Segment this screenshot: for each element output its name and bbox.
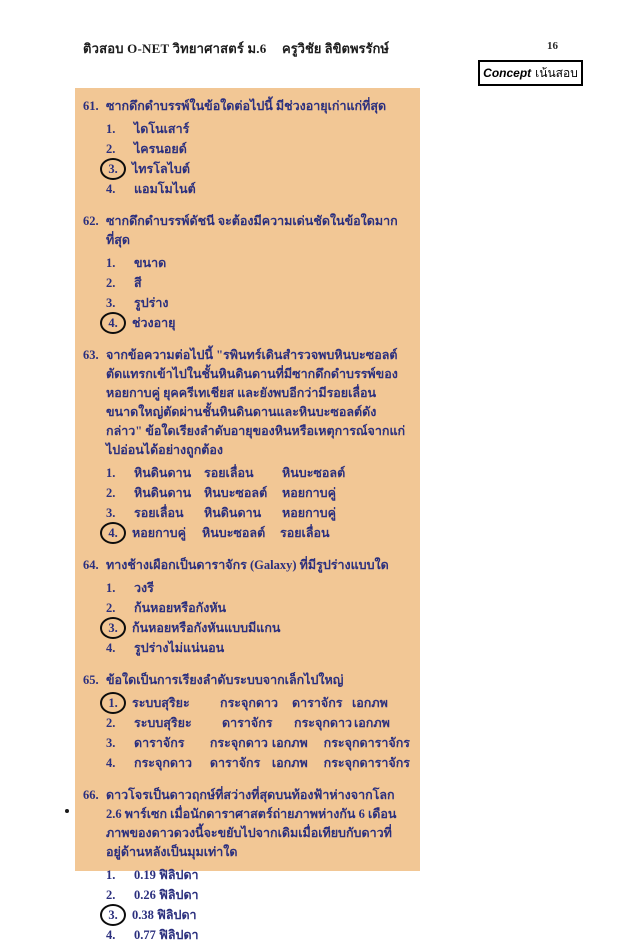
- options-list: [106, 119, 410, 199]
- circled-answer-number: 3.: [100, 904, 126, 926]
- circled-answer-number: 3.: [100, 158, 126, 180]
- option-row: [106, 598, 410, 618]
- header-teacher-name: ครูวิชัย ลิขิตพรรักษ์: [282, 41, 389, 56]
- question-head: [83, 97, 410, 116]
- option-number: 4.: [106, 927, 116, 942]
- option-number: 1.: [106, 465, 116, 480]
- question-item: [83, 346, 410, 543]
- option-row: [106, 139, 410, 159]
- option-number: 3.: [106, 735, 116, 750]
- circled-answer-number: 3.: [100, 617, 126, 639]
- question-item: [83, 671, 410, 773]
- option-text-cell: หินบะซอลต์: [282, 466, 346, 480]
- stray-ink-dot: [65, 809, 69, 813]
- options-list: [106, 693, 410, 773]
- question-number: 61.: [83, 99, 99, 113]
- option-row: [106, 313, 410, 333]
- option-text-cell: กระจุกดาราจักร: [323, 736, 410, 750]
- option-row: [106, 253, 410, 273]
- option-text-cell: 0.19 ฟิลิปดา: [134, 868, 199, 882]
- option-text-cell: รูปร่าง: [134, 296, 169, 310]
- question-text: ดาวโจรเป็นดาวฤกษ์ที่สว่างที่สุดบนท้องฟ้าห่างจากโลก 2.6 พาร์เซก เมื่อนักดาราศาสตร์ถ่ายภาพห่างกัน 6 เดือน ภาพของดาวดวงนี้จะขยับไปจากเดิมเมื่อเทียบกับดาวที่อยู่ด้านหลังเป็นมุมเท่าใด: [106, 788, 397, 859]
- option-text-cell: ไทรโลไบต์: [132, 162, 190, 176]
- option-text-cell: ไครนอยด์: [134, 142, 187, 156]
- question-number: 62.: [83, 214, 99, 228]
- option-row: [106, 159, 410, 179]
- option-number: 1.: [106, 255, 116, 270]
- option-row: [106, 273, 410, 293]
- options-list: [106, 253, 410, 333]
- option-text-cell: ดาราจักร: [134, 736, 185, 750]
- option-text-cell: เอกภพ: [354, 716, 390, 730]
- option-text-cell: กระจุกดาว: [220, 696, 279, 710]
- option-text-cell: ดาราจักร: [209, 756, 261, 770]
- option-text-cell: หอยกาบคู่: [282, 506, 336, 520]
- option-number: 1.: [106, 580, 116, 595]
- option-number: 3.: [106, 295, 116, 310]
- option-row: [106, 905, 410, 925]
- circled-answer-number: 1.: [100, 692, 126, 714]
- question-item: [83, 556, 410, 658]
- circled-answer-number: 4.: [100, 312, 126, 334]
- option-text-cell: 0.26 ฟิลิปดา: [134, 888, 199, 902]
- options-list: [106, 578, 410, 658]
- question-number: 64.: [83, 558, 99, 572]
- option-text-cell: รอยเลื่อน: [204, 466, 254, 480]
- question-head: [83, 786, 410, 862]
- option-row: [106, 119, 410, 139]
- option-text-cell: หอยกาบคู่: [132, 526, 186, 540]
- question-text: ซากดึกดำบรรพ์ดัชนี จะต้องมีความเด่นชัดในข้อใดมากที่สุด: [106, 214, 398, 247]
- option-text-cell: รอยเลื่อน: [280, 526, 330, 540]
- option-text-cell: ก้นหอยหรือกังหัน: [134, 601, 227, 615]
- scanned-exam-sheet: [75, 88, 420, 942]
- question-head: [83, 212, 410, 250]
- option-number: 1.: [106, 867, 116, 882]
- option-row: [106, 618, 410, 638]
- question-item: [83, 786, 410, 945]
- option-text-cell: หินดินดาน: [204, 506, 262, 520]
- option-text-cell: เอกภพ: [271, 756, 308, 770]
- option-text-cell: หินบะซอลต์: [202, 526, 266, 540]
- option-number: 4.: [106, 181, 116, 196]
- option-row: [106, 713, 410, 733]
- option-text-cell: กระจุกดาราจักร: [323, 756, 410, 770]
- option-row: [106, 523, 410, 543]
- option-text-cell: วงรี: [134, 581, 154, 595]
- option-row: [106, 693, 410, 713]
- question-item: [83, 212, 410, 333]
- concept-badge: [478, 60, 583, 86]
- option-text-cell: ดาราจักร: [292, 696, 343, 710]
- option-text-cell: 0.77 ฟิลิปดา: [134, 928, 199, 942]
- questions: [83, 97, 410, 945]
- circled-answer-number: 4.: [100, 522, 126, 544]
- question-head: [83, 556, 410, 575]
- question-number: 65.: [83, 673, 99, 687]
- option-row: [106, 293, 410, 313]
- question-number: 66.: [83, 788, 99, 802]
- option-row: [106, 503, 410, 523]
- option-text-cell: หินบะซอลต์: [204, 486, 268, 500]
- option-text-cell: เอกภพ: [271, 736, 308, 750]
- option-text-cell: แอมโมไนต์: [134, 182, 196, 196]
- header-course-title: ติวสอบ O-NET วิทยาศาสตร์ ม.6: [83, 41, 267, 56]
- option-number: 2.: [106, 715, 116, 730]
- option-number: 2.: [106, 887, 116, 902]
- option-number: 2.: [106, 275, 116, 290]
- option-number: 2.: [106, 141, 116, 156]
- option-number: 3.: [106, 505, 116, 520]
- option-row: [106, 865, 410, 885]
- option-text-cell: รอยเลื่อน: [134, 506, 184, 520]
- option-text-cell: เอกภพ: [352, 696, 388, 710]
- question-head: [83, 671, 410, 690]
- question-text: ข้อใดเป็นการเรียงลำดับระบบจากเล็กไปใหญ่: [106, 673, 344, 687]
- concept-badge-label-th: เน้นสอบ: [535, 65, 578, 80]
- question-text: ทางช้างเผือกเป็นดาราจักร (Galaxy) ที่มีรูปร่างแบบใด: [106, 558, 389, 572]
- option-text-cell: กระจุกดาว: [209, 736, 268, 750]
- option-number: 4.: [106, 640, 116, 655]
- option-text-cell: หินดินดาน: [134, 486, 192, 500]
- question-number: 63.: [83, 348, 99, 362]
- option-row: [106, 463, 410, 483]
- option-row: [106, 638, 410, 658]
- question-text: จากข้อความต่อไปนี้ "รพินทร์เดินสำรวจพบหินบะซอลต์ตัดแทรกเข้าไปในชั้นหินดินดานที่มีซากดึกดำบรรพ์ของหอยกาบคู่ ยุคครีเทเชียส และยังพบอีกว่ามีรอยเลื่อนขนาดใหญ่ตัดผ่านชั้นหินดินดานและหินบะซอลต์ดังกล่าว" ข้อใดเรียงลำดับอายุของหินหรือเหตุการณ์จากแก่ไปอ่อนได้อย่างถูกต้อง: [106, 348, 406, 457]
- option-number: 1.: [106, 121, 116, 136]
- option-text-cell: ดาราจักร: [222, 716, 273, 730]
- option-row: [106, 483, 410, 503]
- option-text-cell: สี: [134, 276, 142, 290]
- question-head: [83, 346, 410, 460]
- option-number: 4.: [106, 755, 116, 770]
- options-list: [106, 463, 410, 543]
- option-text-cell: รูปร่างไม่แน่นอน: [134, 641, 225, 655]
- option-row: [106, 733, 410, 753]
- option-text-cell: กระจุกดาว: [294, 716, 353, 730]
- option-row: [106, 925, 410, 945]
- option-text-cell: หินดินดาน: [134, 466, 192, 480]
- option-row: [106, 885, 410, 905]
- concept-badge-label-en: Concept: [483, 66, 532, 80]
- option-text-cell: กระจุกดาว: [134, 756, 193, 770]
- question-item: [83, 97, 410, 199]
- option-number: 2.: [106, 600, 116, 615]
- option-number: 2.: [106, 485, 116, 500]
- option-row: [106, 179, 410, 199]
- question-text: ซากดึกดำบรรพ์ในข้อใดต่อไปนี้ มีช่วงอายุเก่าแก่ที่สุด: [106, 99, 387, 113]
- option-row: [106, 578, 410, 598]
- option-text-cell: ช่วงอายุ: [132, 316, 176, 330]
- option-text-cell: ระบบสุริยะ: [134, 716, 192, 730]
- options-list: [106, 865, 410, 945]
- option-text-cell: 0.38 ฟิลิปดา: [132, 908, 197, 922]
- option-text-cell: ขนาด: [134, 256, 167, 270]
- page-number: 16: [547, 40, 558, 52]
- option-text-cell: ก้นหอยหรือกังหันแบบมีแกน: [132, 621, 281, 635]
- option-text-cell: หอยกาบคู่: [282, 486, 336, 500]
- option-text-cell: ระบบสุริยะ: [132, 696, 190, 710]
- option-row: [106, 753, 410, 773]
- option-text-cell: ไดโนเสาร์: [134, 122, 190, 136]
